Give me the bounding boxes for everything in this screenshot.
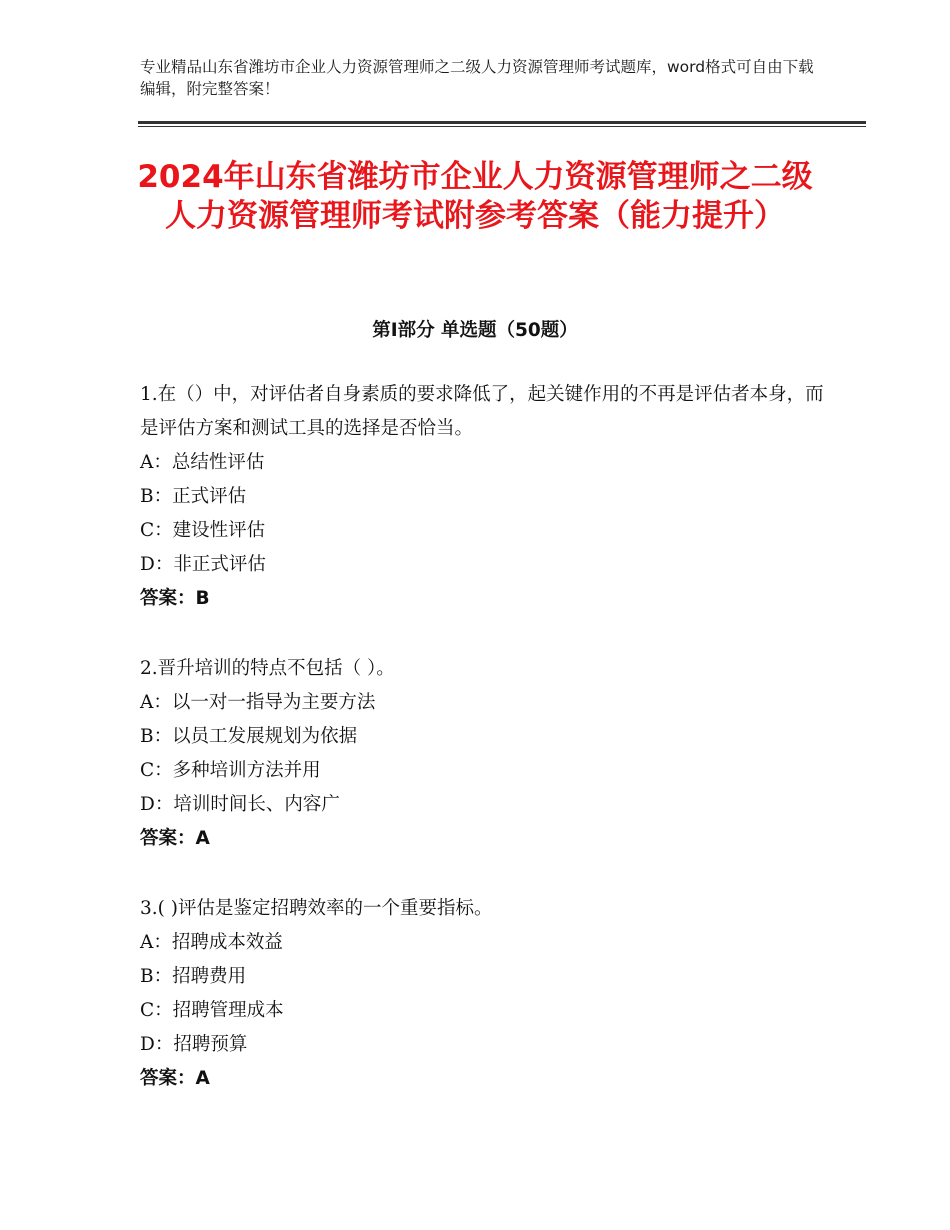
question-stem: 2.晋升培训的特点不包括（ ）。 [140,658,395,679]
answer-line: 答案：A [140,828,210,849]
question-stem: 3.( )评估是鉴定招聘效率的一个重要指标。 [140,898,493,919]
question-2 [140,652,830,856]
question-stem: 1.在（）中，对评估者自身素质的要求降低了，起关键作用的不再是评估者本身，而是评估方案和测试工具的选择是否恰当。 [140,384,824,439]
option-c: C：多种培训方法并用 [140,760,321,781]
option-d: D：培训时间长、内容广 [140,794,340,815]
option-c: C：招聘管理成本 [140,1000,284,1021]
option-b: B：正式评估 [140,486,247,507]
option-a: A：总结性评估 [140,452,265,473]
answer-line: 答案：A [140,1068,210,1089]
option-a: A：招聘成本效益 [140,932,283,953]
header-note: 专业精品山东省潍坊市企业人力资源管理师之二级人力资源管理师考试题库，word格式可自由下载编辑，附完整答案！ [140,58,814,98]
question-1 [140,378,830,616]
option-d: D：招聘预算 [140,1034,248,1055]
header-divider-thin [138,126,866,127]
option-b: B：招聘费用 [140,966,247,987]
section-heading: 第Ⅰ部分 单选题（50题） [372,320,578,341]
question-3 [140,892,830,1096]
option-d: D：非正式评估 [140,554,266,575]
option-b: B：以员工发展规划为依据 [140,726,358,747]
header-divider-thick [138,121,866,124]
option-a: A：以一对一指导为主要方法 [140,692,376,713]
document-title: 2024年山东省潍坊市企业人力资源管理师之二级人力资源管理师考试附参考答案（能力提升） [137,159,813,234]
answer-line: 答案：B [140,588,210,609]
option-c: C：建设性评估 [140,520,266,541]
